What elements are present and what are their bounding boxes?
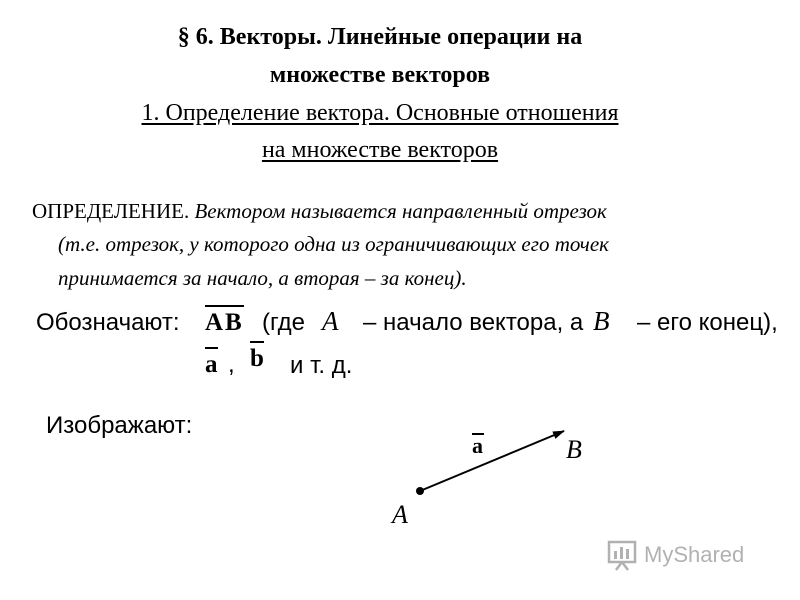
vector-bar bbox=[205, 305, 244, 307]
vector-bar bbox=[205, 347, 218, 349]
watermark bbox=[606, 538, 776, 574]
definition-text-1: Вектором называется направленный отрезок bbox=[189, 199, 607, 223]
notation-letter-b: B bbox=[593, 306, 610, 336]
watermark-logo-icon bbox=[606, 538, 640, 572]
vector-bar bbox=[250, 341, 264, 343]
subsection-title-line-1 bbox=[0, 100, 760, 127]
vector-arrow bbox=[420, 431, 564, 491]
vector-ab-symbol bbox=[205, 309, 244, 337]
notation-letter-a: A bbox=[322, 306, 339, 336]
vector-a-text: a bbox=[205, 351, 218, 378]
definition-line-3: принимается за начало, а вторая – за конец). bbox=[58, 266, 467, 290]
vector-b-text: b bbox=[250, 345, 264, 372]
notation-label: Обозначают: bbox=[36, 309, 180, 336]
subsection-title-text-1: 1. Определение вектора. Основные отношения bbox=[141, 100, 619, 126]
vector-b-symbol bbox=[250, 345, 264, 373]
definition-line-1 bbox=[32, 199, 607, 224]
point-start-label: A bbox=[392, 500, 408, 529]
subsection-title-text-2: на множестве векторов bbox=[261, 137, 499, 163]
vector-a-symbol bbox=[205, 351, 218, 379]
notation-where-prefix: (где bbox=[262, 309, 306, 336]
definition-line-2: (т.е. отрезок, у которого одна из ограничивающих его точек bbox=[58, 232, 609, 256]
vector-start-point bbox=[416, 487, 424, 495]
watermark-text: MyShared bbox=[644, 542, 745, 567]
vector-figure bbox=[380, 420, 600, 530]
notation-etc: и т. д. bbox=[290, 352, 353, 379]
notation-comma: , bbox=[228, 351, 235, 378]
notation-end-text: – его конец), bbox=[637, 309, 778, 336]
point-end-label: B bbox=[566, 435, 582, 464]
vector-ab-text: AB bbox=[205, 309, 244, 336]
section-title-line-2: множестве векторов bbox=[269, 62, 491, 88]
notation-start-text: – начало вектора, а bbox=[363, 309, 584, 336]
definition-lead: ОПРЕДЕЛЕНИЕ. bbox=[32, 199, 190, 223]
vector-label: a bbox=[472, 433, 483, 458]
section-title-line-1: § 6. Векторы. Линейные операции на bbox=[177, 24, 583, 50]
subsection-title-line-2 bbox=[0, 137, 760, 164]
drawing-label: Изображают: bbox=[46, 412, 193, 439]
